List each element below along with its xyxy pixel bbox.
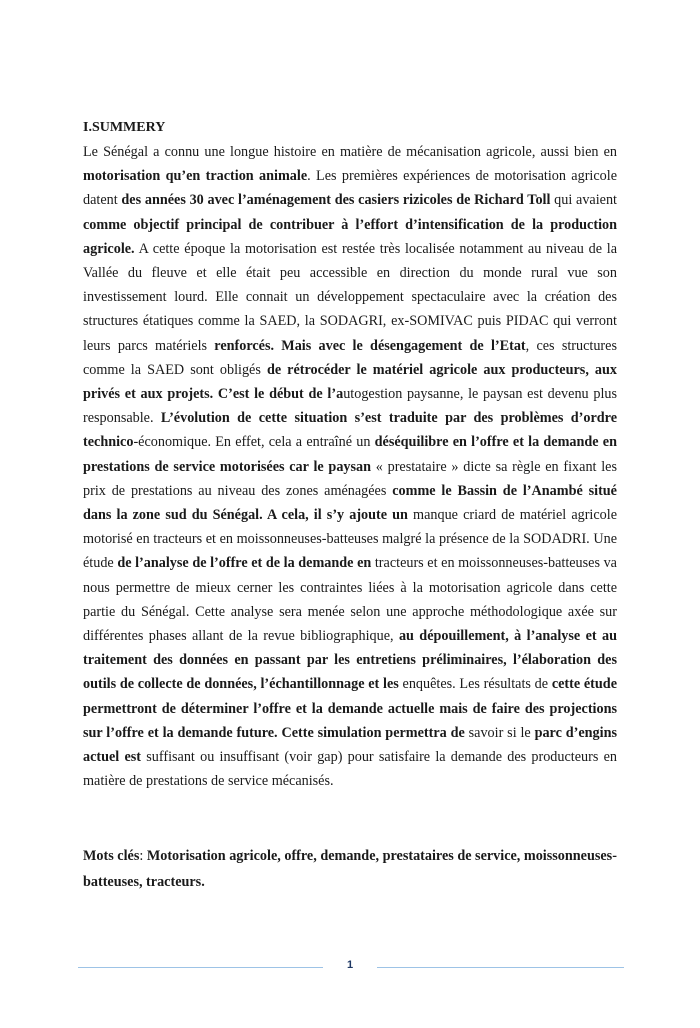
keywords-paragraph [83,843,617,895]
summary-text-run: qui avaient [550,192,617,209]
summary-bold-run: comme objectif principal de contribuer à l’effort d’intensification de la production agricole. [83,216,617,257]
summary-bold-run: parc d’engins actuel est [83,724,618,766]
summary-bold-run: comme le Bassin de l’Anambé situé dans la zone sud du Sénégal. A cela, il s’y ajoute un [83,482,617,524]
summary-text-run: manque criard de matériel agricole motorisé en tracteurs et en moissonneuses-batteuses malgré la présence de la SODADRI. Une étude [83,507,618,572]
summary-text-run: tracteurs et en moissonneuses-batteuses va nous permettre de mieux cerner les contraintes liées à la motorisation agricole dans cette partie du Sénégal. Cette analyse sera menée selon une approche méthodologique axée sur différentes phases allant de la revue bibliographique, [83,555,617,645]
keywords-label: Mots clés [83,848,140,864]
summary-text-run: savoir si le [464,724,535,741]
keywords-separator: : [139,848,147,864]
summary-bold-run: des années 30 avec l’aménagement des casiers rizicoles de Richard Toll [121,192,551,209]
summary-bold-run: L’évolution de cette situation s’est traduite par des problèmes d’ordre technico [83,410,618,451]
keywords-text: Motorisation agricole, offre, demande, prestataires de service, moissonneuses-batteuses, tracteurs. [83,848,617,890]
summary-text-run: , ces structures comme la SAED sont obligés [83,337,617,378]
summary-bold-run: de l’analyse de l’offre et de la demande en [117,555,372,572]
summary-bold-run: de rétrocéder le matériel agricole aux producteurs, aux privés et aux projets. C’est le début de l’a [83,361,617,403]
page-number: 1 [346,959,354,971]
summary-bold-run: au dépouillement, à l’analyse et au traitement des données en passant par les entretiens préliminaires, l’élaboration des outils de collecte de données, l’échantillonnage et les [83,628,617,693]
summary-text-run: -économique. En effet, cela a entraîné un [133,434,375,451]
summary-section [83,116,617,793]
footer-rule-left [78,967,323,968]
summary-text-run: Le Sénégal a connu une longue histoire en matière de mécanisation agricole, aussi bien en [83,144,617,160]
footer-rule-right [377,967,624,968]
summary-text-run: suffisant ou insuffisant (voir gap) pour satisfaire la demande des producteurs en matière de prestations de service mécanisés. [83,749,617,790]
section-heading: I.SUMMERY [83,120,166,135]
summary-bold-run: cette étude permettront de déterminer l’offre et la demande actuelle mais de faire des projections sur l’offre et la demande future. Cette simulation permettra de [83,676,617,741]
summary-bold-run: déséquilibre en l’offre et la demande en prestations de service motorisées car le paysan [83,434,617,475]
summary-paragraph [83,140,617,793]
summary-text-run: « prestataire » dicte sa règle en fixant les prix de prestations au niveau des zones aménagées [83,458,617,499]
summary-bold-run: motorisation qu’en traction animale [83,168,308,185]
summary-text-run: enquêtes. Les résultats de [398,676,552,693]
summary-text-run: A cette époque la motorisation est restée très localisée notamment au niveau de la Vallée du fleuve et elle était peu accessible en direction du monde rural vue son investissement lourd. Elle connait un développement spectaculaire avec la création des structures étatiques comme la SAED, la SODAGRI, ex-SOMIVAC puis PIDAC qui verront leurs parcs matériels [83,240,617,354]
summary-text-run: . Les premières expériences de motorisation agricole datent [83,168,617,209]
summary-text-run: utogestion paysanne, le paysan est devenu plus responsable. [83,386,618,427]
summary-bold-run: renforcés. Mais avec le désengagement de l’Etat [214,337,526,354]
